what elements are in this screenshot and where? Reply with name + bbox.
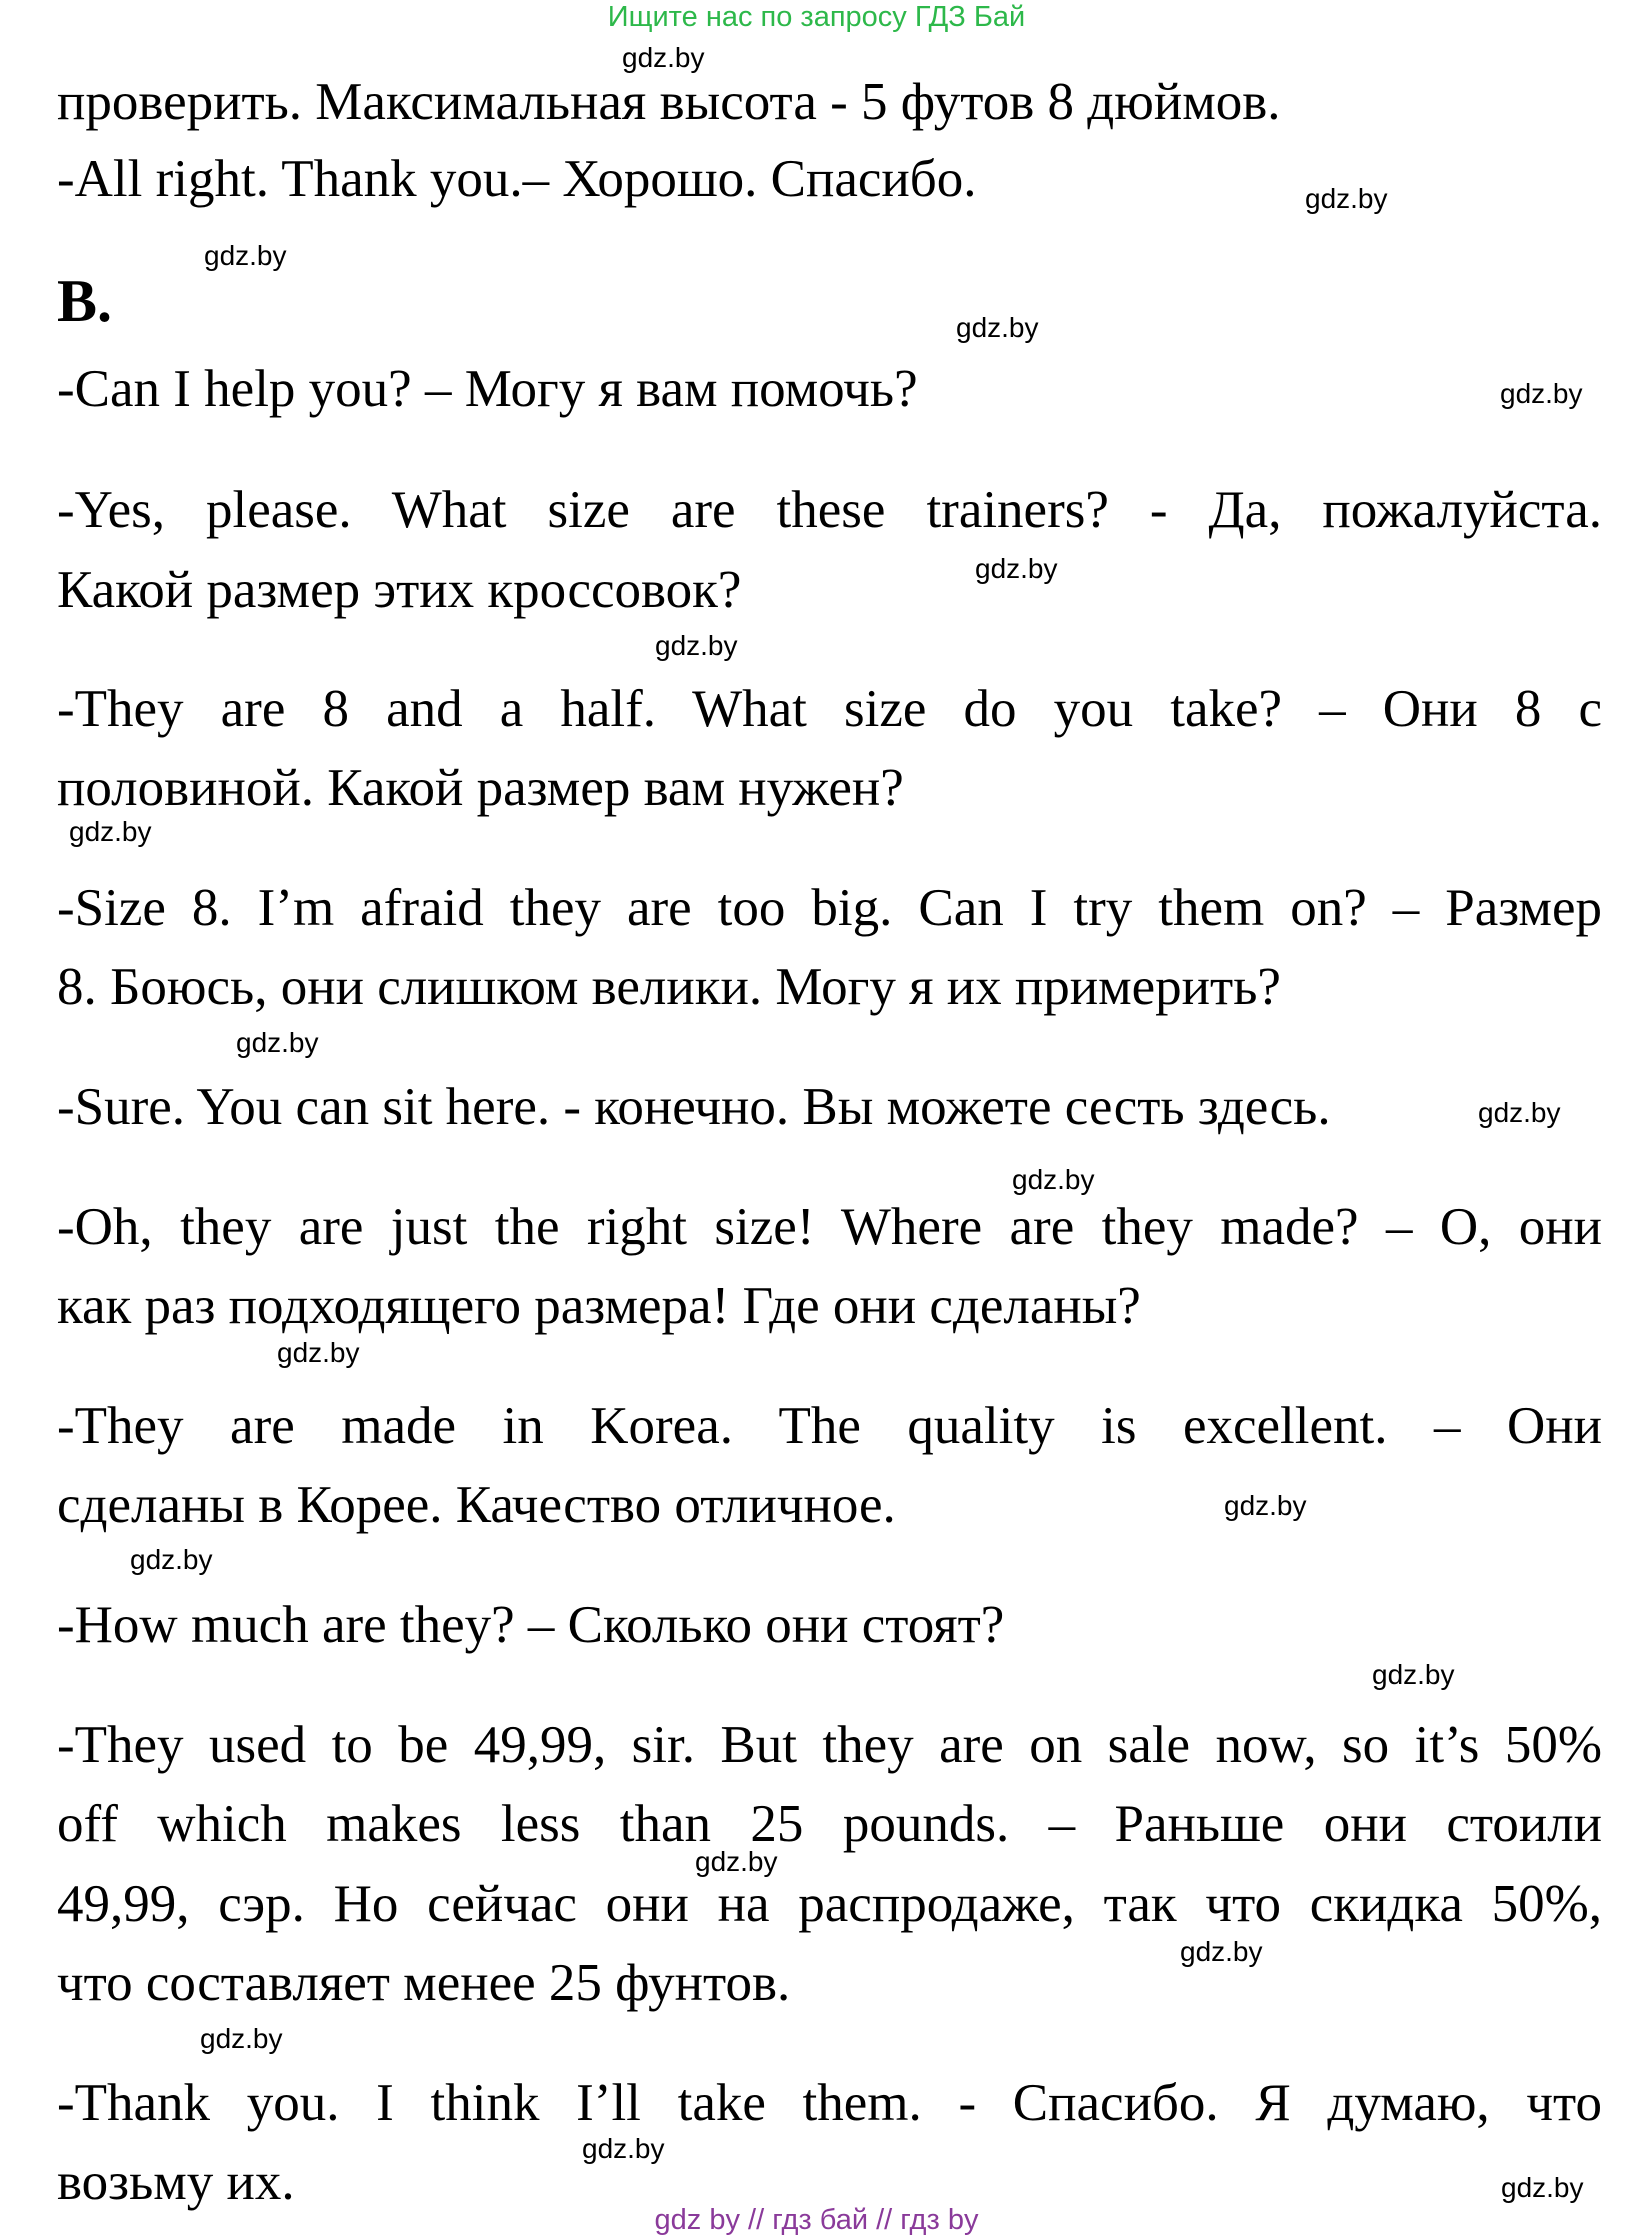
watermark: gdz.by <box>69 816 152 847</box>
watermark: gdz.by <box>1180 1936 1263 1967</box>
watermark: gdz.by <box>1372 1659 1455 1690</box>
watermark: gdz.by <box>582 2133 665 2164</box>
text-line: -Yes, please. What size are these trainers? - Да, пожалуйста. <box>57 481 1602 539</box>
text-line: -They are made in Korea. The quality is excellent. – Они <box>57 1397 1602 1455</box>
watermark: gdz.by <box>655 630 738 661</box>
section-heading: B. <box>57 268 113 334</box>
watermark: gdz.by <box>1478 1097 1561 1128</box>
text-line: -Size 8. I’m afraid they are too big. Can I try them on? – Размер <box>57 879 1602 937</box>
text-line: половиной. Какой размер вам нужен? <box>57 759 904 817</box>
text-line: -Can I help you? – Могу я вам помочь? <box>57 360 918 418</box>
footer-links[interactable]: gdz by // гдз бай // гдз by <box>654 2204 979 2236</box>
watermark: gdz.by <box>956 312 1039 343</box>
text-line: -They used to be 49,99, sir. But they are on sale now, so it’s 50% <box>57 1716 1602 1774</box>
text-line: 49,99, сэр. Но сейчас они на распродаже, так что скидка 50%, <box>57 1875 1602 1933</box>
watermark: gdz.by <box>1500 378 1583 409</box>
text-line: проверить. Максимальная высота - 5 футов 8 дюймов. <box>57 73 1281 131</box>
text-line: Какой размер этих кроссовок? <box>57 561 742 619</box>
text-line: -Thank you. I think I’ll take them. - Спасибо. Я думаю, что <box>57 2074 1602 2132</box>
watermark: gdz.by <box>1501 2172 1584 2203</box>
text-line: как раз подходящего размера! Где они сделаны? <box>57 1277 1141 1335</box>
text-line: -How much are they? – Сколько они стоят? <box>57 1596 1005 1654</box>
watermark: gdz.by <box>622 42 705 73</box>
watermark: gdz.by <box>695 1846 778 1877</box>
text-line: сделаны в Корее. Качество отличное. <box>57 1476 896 1534</box>
watermark: gdz.by <box>200 2023 283 2054</box>
watermark: gdz.by <box>204 240 287 271</box>
watermark: gdz.by <box>236 1027 319 1058</box>
text-line: 8. Боюсь, они слишком велики. Могу я их примерить? <box>57 958 1281 1016</box>
text-line: возьму их. <box>57 2153 295 2211</box>
watermark: gdz.by <box>975 553 1058 584</box>
text-line: -Oh, they are just the right size! Where are they made? – О, они <box>57 1198 1602 1256</box>
watermark: gdz.by <box>1224 1490 1307 1521</box>
top-banner[interactable]: Ищите нас по запросу ГДЗ Бай <box>607 1 1026 33</box>
text-line: -Sure. You can sit here. - конечно. Вы можете сесть здесь. <box>57 1078 1331 1136</box>
watermark: gdz.by <box>277 1337 360 1368</box>
text-line: -They are 8 and a half. What size do you take? – Они 8 с <box>57 680 1602 738</box>
text-line: off which makes less than 25 pounds. – Раньше они стоили <box>57 1795 1602 1853</box>
text-line: -All right. Thank you.– Хорошо. Спасибо. <box>57 150 977 208</box>
text-line: что составляет менее 25 фунтов. <box>57 1954 791 2012</box>
watermark: gdz.by <box>1305 183 1388 214</box>
watermark: gdz.by <box>130 1544 213 1575</box>
watermark: gdz.by <box>1012 1164 1095 1195</box>
